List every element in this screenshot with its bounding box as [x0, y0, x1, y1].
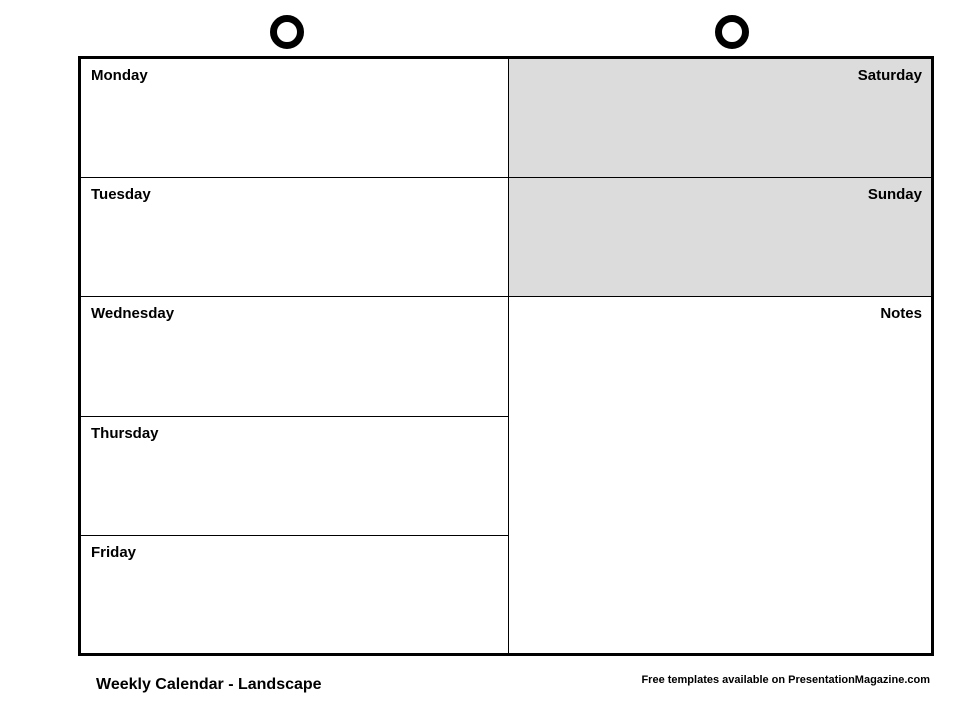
- sunday-label: Sunday: [867, 186, 922, 203]
- binder-ring-icon: [715, 15, 749, 49]
- binder-ring-icon: [270, 15, 304, 49]
- notes-label: Notes: [880, 305, 922, 322]
- sunday-cell[interactable]: [509, 178, 931, 297]
- tuesday-cell[interactable]: [81, 178, 509, 297]
- thursday-cell[interactable]: [81, 417, 509, 536]
- notes-cell[interactable]: [509, 297, 931, 653]
- template-credit: Free templates available on PresentationMagazine.com: [641, 674, 930, 686]
- wednesday-label: Wednesday: [91, 305, 175, 322]
- monday-cell[interactable]: [81, 59, 509, 178]
- tuesday-label: Tuesday: [91, 186, 151, 203]
- thursday-label: Thursday: [91, 425, 159, 442]
- friday-cell[interactable]: [81, 536, 509, 653]
- saturday-label: Saturday: [857, 67, 922, 84]
- friday-label: Friday: [91, 544, 137, 561]
- monday-label: Monday: [91, 67, 148, 84]
- saturday-cell[interactable]: [509, 59, 931, 178]
- weekly-calendar-grid: [78, 56, 934, 656]
- wednesday-cell[interactable]: [81, 297, 509, 417]
- document-title: Weekly Calendar - Landscape: [96, 676, 322, 693]
